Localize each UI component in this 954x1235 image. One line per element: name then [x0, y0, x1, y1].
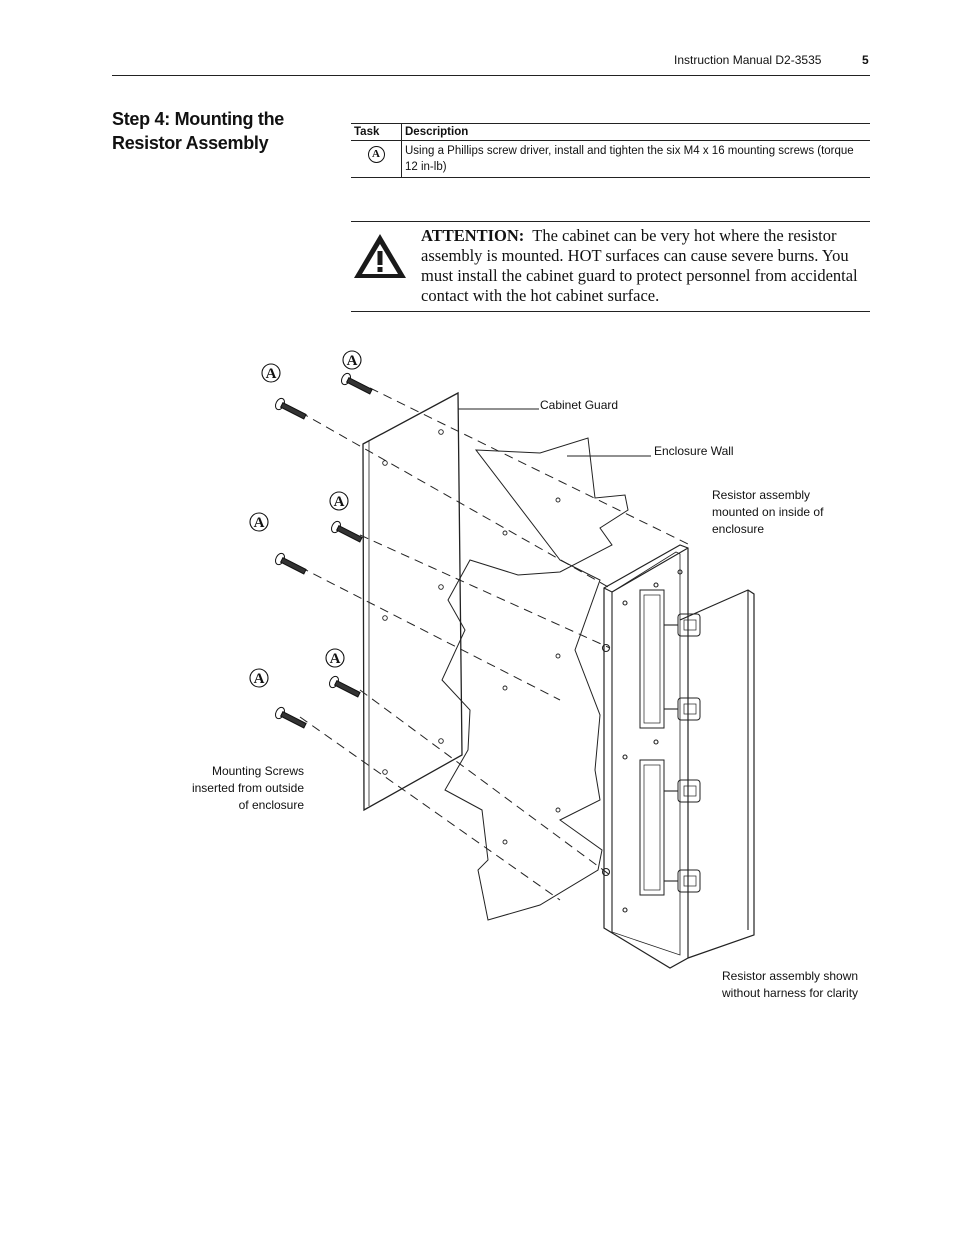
- cabinet-guard: [363, 393, 462, 810]
- section-title: Step 4: Mounting the Resistor Assembly: [112, 109, 284, 153]
- screw: [274, 397, 308, 422]
- screw: [328, 675, 362, 700]
- resistor-assembly: [603, 545, 755, 968]
- callout-a-label: A: [265, 366, 277, 382]
- task-column-header: Task: [351, 124, 402, 141]
- callout-a-label: A: [333, 494, 345, 510]
- page-number: 5: [862, 53, 869, 67]
- description-cell: Using a Phillips screw driver, install and tighten the six M4 x 16 mounting screws (torque 12 in-lb): [402, 141, 871, 178]
- manual-title: Instruction Manual D2-3535: [674, 53, 822, 67]
- callout-a-label: A: [253, 671, 265, 687]
- description-column-header: Description: [402, 124, 871, 141]
- resistor-mounted-label: Resistor assembly mounted on inside of enclosure: [712, 488, 824, 536]
- attention-message: The cabinet can be very hot where the resistor assembly is mounted. HOT surfaces can cause severe burns. You must install the cabinet guard to protect personnel from accidental contact with the hot cabinet surface.: [421, 226, 858, 305]
- mounting-screws-label: Mounting Screws inserted from outside of enclosure: [191, 764, 304, 812]
- enclosure-wall: [442, 438, 628, 920]
- enclosure-wall-label: Enclosure Wall: [654, 444, 734, 458]
- callout-a-label: A: [329, 651, 341, 667]
- mounting-screws: [274, 372, 374, 731]
- no-harness-label: Resistor assembly shown without harness for clarity: [722, 969, 859, 1000]
- callout-a-label: A: [253, 515, 265, 531]
- attention-label: ATTENTION:: [421, 226, 525, 245]
- screw: [340, 372, 374, 397]
- cabinet-guard-label: Cabinet Guard: [540, 398, 619, 412]
- screw-paths: [300, 388, 690, 900]
- circled-a-icon: A: [368, 146, 385, 163]
- callout-a-label: A: [346, 353, 358, 369]
- screw: [330, 520, 364, 545]
- screw: [274, 552, 308, 577]
